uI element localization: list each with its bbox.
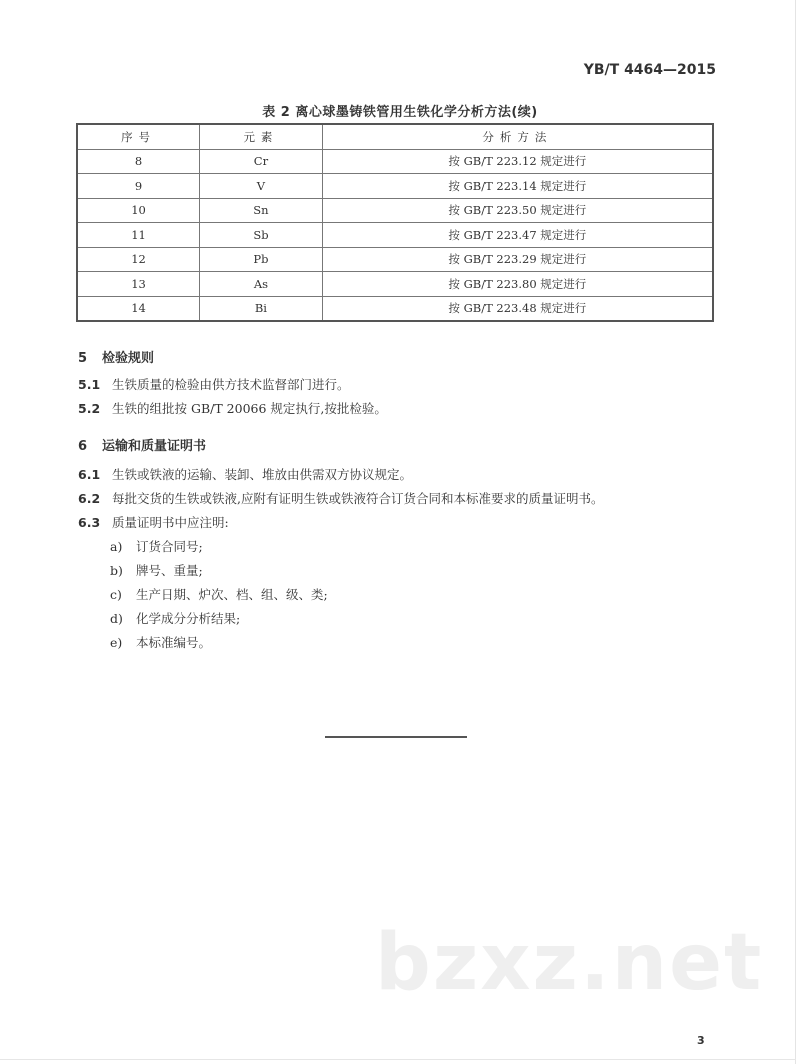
clause-6-2 [78, 489, 603, 507]
clause-text: 生铁质量的检验由供方技术监督部门进行。 [112, 377, 350, 392]
standard-code: YB/T 4464—2015 [583, 62, 716, 78]
list-label: e) [110, 635, 123, 650]
cell-method: 按 GB/T 223.80 规定进行 [322, 272, 713, 297]
list-label: b) [110, 563, 123, 578]
table-row [77, 223, 713, 248]
page-edge [795, 0, 796, 1064]
clause-text: 每批交货的生铁或铁液,应附有证明生铁或铁液符合订货合同和本标准要求的质量证明书。 [112, 491, 604, 506]
clause-text: 生铁的组批按 GB/T 20066 规定执行,按批检验。 [112, 401, 387, 416]
list-item [110, 585, 328, 603]
clause-number: 6.3 [78, 515, 101, 530]
clause-5-1 [78, 375, 350, 393]
clause-number: 6.1 [78, 467, 101, 482]
cell-element: V [200, 174, 323, 199]
page-bottom-edge [0, 1059, 796, 1060]
list-item [110, 633, 211, 651]
page-number: 3 [697, 1034, 705, 1047]
table-row [77, 296, 713, 321]
column-header-element: 元素 [200, 124, 323, 149]
cell-element: Cr [200, 149, 323, 174]
cell-number: 12 [77, 247, 200, 272]
table-row [77, 247, 713, 272]
list-text: 化学成分分析结果; [136, 611, 241, 626]
clause-text: 生铁或铁液的运输、装卸、堆放由供需双方协议规定。 [112, 467, 413, 482]
list-text: 订货合同号; [136, 539, 203, 554]
analysis-method-table [76, 123, 714, 322]
cell-number: 9 [77, 174, 200, 199]
section-number: 5 [78, 351, 88, 366]
section-heading-6 [78, 435, 206, 454]
clause-number: 5.2 [78, 401, 101, 416]
cell-element: Bi [200, 296, 323, 321]
cell-element: Sn [200, 198, 323, 223]
section-title: 运输和质量证明书 [102, 439, 207, 454]
section-heading-5 [78, 347, 154, 366]
cell-method: 按 GB/T 223.47 规定进行 [322, 223, 713, 248]
cell-method: 按 GB/T 223.12 规定进行 [322, 149, 713, 174]
cell-number: 13 [77, 272, 200, 297]
clause-6-1 [78, 465, 412, 483]
list-item [110, 561, 203, 579]
column-header-number: 序号 [77, 124, 200, 149]
watermark: bzxz.net [375, 918, 764, 1008]
clause-number: 5.1 [78, 377, 101, 392]
list-text: 牌号、重量; [136, 563, 203, 578]
section-number: 6 [78, 439, 88, 454]
cell-element: Pb [200, 247, 323, 272]
cell-element: As [200, 272, 323, 297]
cell-method: 按 GB/T 223.48 规定进行 [322, 296, 713, 321]
table-row [77, 272, 713, 297]
cell-method: 按 GB/T 223.14 规定进行 [322, 174, 713, 199]
clause-5-2 [78, 399, 387, 417]
list-label: d) [110, 611, 123, 626]
table-row [77, 198, 713, 223]
list-item [110, 609, 240, 627]
cell-element: Sb [200, 223, 323, 248]
table-row [77, 149, 713, 174]
end-of-document-rule [325, 736, 467, 738]
list-item [110, 537, 203, 555]
table-header-row [77, 124, 713, 149]
table-title: 表 2 离心球墨铸铁管用生铁化学分析方法(续) [262, 105, 538, 120]
list-text: 本标准编号。 [136, 635, 212, 650]
clause-6-3 [78, 513, 229, 531]
cell-method: 按 GB/T 223.50 规定进行 [322, 198, 713, 223]
cell-method: 按 GB/T 223.29 规定进行 [322, 247, 713, 272]
cell-number: 14 [77, 296, 200, 321]
section-title: 检验规则 [102, 351, 155, 366]
list-label: c) [110, 587, 122, 602]
column-header-method: 分析方法 [322, 124, 713, 149]
list-text: 生产日期、炉次、档、组、级、类; [136, 587, 328, 602]
table-row [77, 174, 713, 199]
clause-text: 质量证明书中应注明: [112, 515, 229, 530]
cell-number: 11 [77, 223, 200, 248]
cell-number: 8 [77, 149, 200, 174]
cell-number: 10 [77, 198, 200, 223]
list-label: a) [110, 539, 123, 554]
clause-number: 6.2 [78, 491, 101, 506]
